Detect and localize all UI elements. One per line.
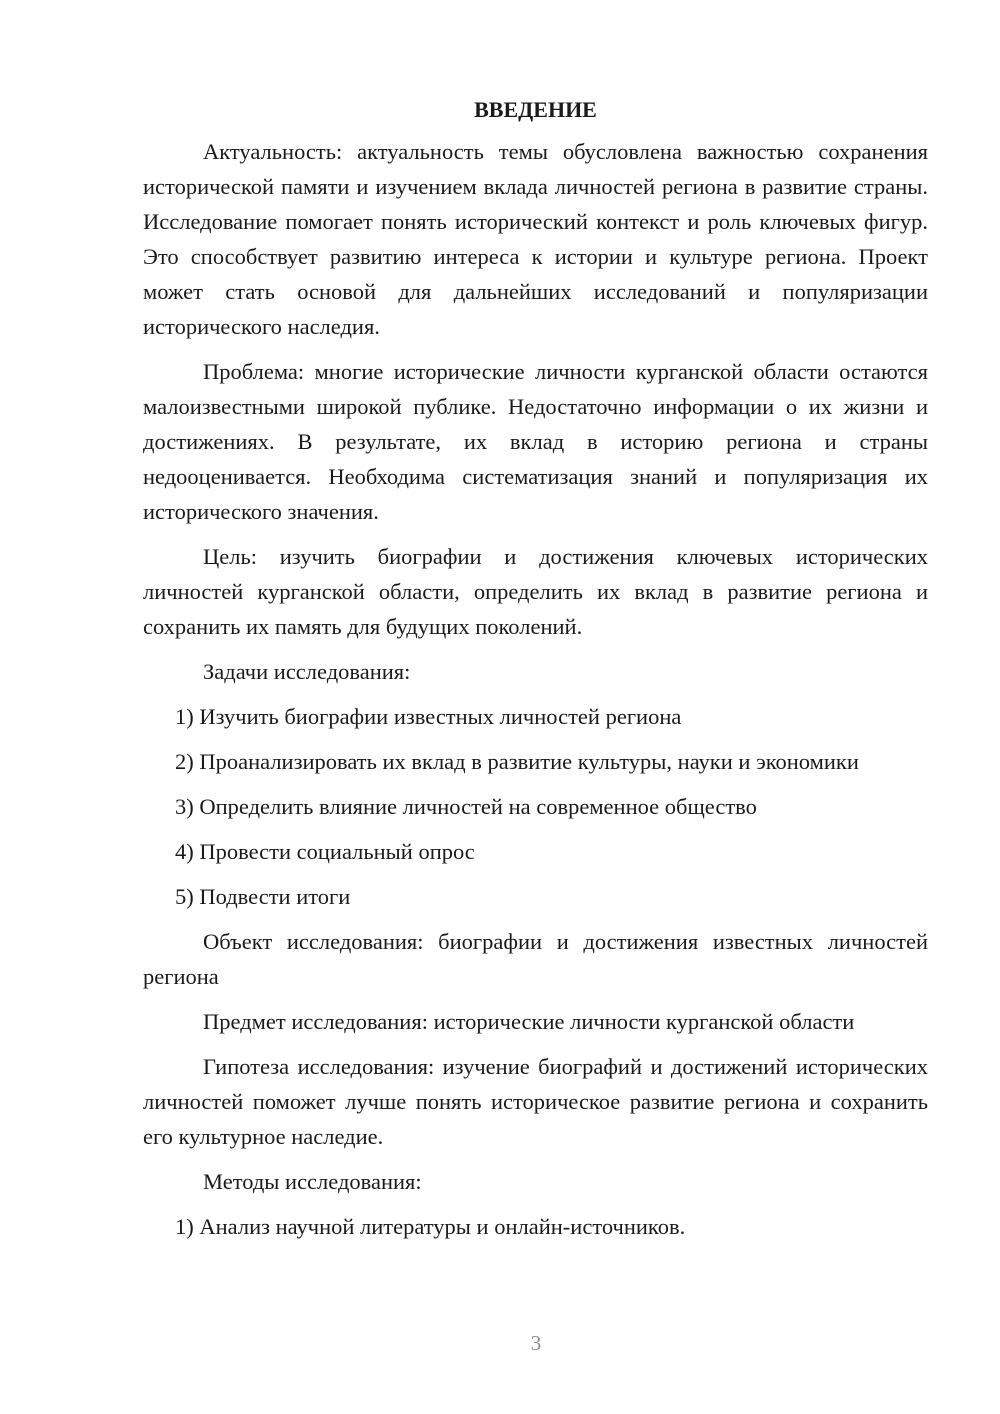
hypothesis-paragraph: Гипотеза исследования: изучение биографий и достижений исторических личностей поможет лучше понять историческое развитие региона и сохранить его культурное наследие.	[143, 1054, 928, 1149]
method-item: 1) Анализ научной литературы и онлайн-источников.	[175, 1214, 686, 1239]
page-number: 3	[530, 1331, 542, 1355]
goal-paragraph: Цель: изучить биографии и достижения ключевых исторических личностей курганской области, определить их вклад в развитие региона и сохранить их память для будущих поколений.	[143, 544, 928, 639]
task-item: 1) Изучить биографии известных личностей региона	[175, 704, 682, 729]
object-paragraph: Объект исследования: биографии и достижения известных личностей региона	[143, 929, 928, 989]
problem-paragraph: Проблема: многие исторические личности курганской области остаются малоизвестными широкой публике. Недостаточно информации о их жизни и достижениях. В результате, их вклад в историю региона и страны недооценивается. Необходима систематизация знаний и популяризация их исторического значения.	[143, 359, 928, 524]
subject-paragraph: Предмет исследования: исторические личности курганской области	[203, 1009, 855, 1034]
methods-heading: Методы исследования:	[203, 1169, 422, 1194]
tasks-heading: Задачи исследования:	[203, 659, 411, 684]
relevance-paragraph: Актуальность: актуальность темы обусловлена важностью сохранения исторической памяти и изучением вклада личностей региона в развитие страны. Исследование помогает понять исторический контекст и роль ключевых фигур. Это способствует развитию интереса к истории и культуре региона. Проект может стать основой для дальнейших исследований и популяризации исторического наследия.	[143, 139, 928, 339]
task-item: 2) Проанализировать их вклад в развитие культуры, науки и экономики	[175, 749, 859, 774]
task-item: 3) Определить влияние личностей на современное общество	[175, 794, 757, 819]
task-item: 4) Провести социальный опрос	[175, 839, 475, 864]
task-item: 5) Подвести итоги	[175, 884, 351, 909]
page-title: ВВЕДЕНИЕ	[474, 97, 597, 122]
document-page	[143, 92, 928, 1254]
